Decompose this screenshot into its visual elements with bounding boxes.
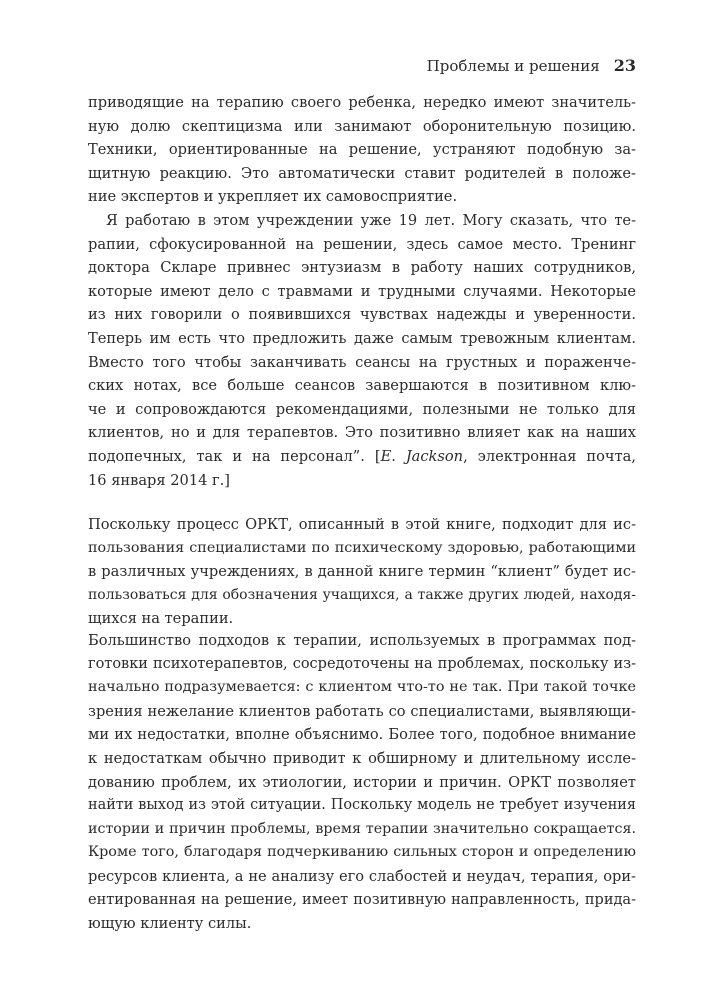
- text-line: клиентов, но и для терапевтов. Это позитивно влияет как на наших: [88, 424, 636, 442]
- text-line: че и сопровождаются рекомендациями, полезными не только для: [88, 400, 636, 418]
- citation-author: E. Jackson: [380, 447, 464, 465]
- citation-text-end: , электронная почта,: [463, 447, 636, 465]
- text-line: в различных учреждениях, в данной книге термин “клиент” будет ис-: [88, 563, 636, 581]
- text-line: щихся на терапии.: [88, 610, 234, 628]
- text-line: пользования специалистами по психическому здоровью, работающими: [88, 539, 636, 556]
- text-line: начально подразумевается: с клиентом что-то не так. При такой точке: [88, 679, 636, 696]
- text-line: ную долю скептицизма или занимают оборонительную позицию.: [88, 117, 636, 135]
- running-head: [88, 56, 636, 76]
- text-line: которые имеют дело с травмами и трудными случаями. Некоторые: [88, 282, 636, 300]
- paragraph-2: [88, 629, 636, 936]
- text-line: истории и причин проблемы, время терапии значительно сокращается.: [88, 820, 636, 837]
- paragraph-1: [88, 513, 636, 631]
- text-line: из них говорили о появившихся чувствах надежды и уверенности.: [88, 306, 636, 324]
- text-line: найти выход из этой ситуации. Поскольку модель не требует изучения: [88, 797, 636, 814]
- text-line: Я работаю в этом учреждении уже 19 лет. Могу сказать, что те-: [106, 211, 636, 229]
- text-line: Теперь им есть что предложить даже самым тревожным клиентам.: [88, 329, 636, 347]
- quote-block: [88, 91, 636, 492]
- text-line: Поскольку процесс ОРКТ, описанный в этой книге, подходит для ис-: [88, 516, 636, 533]
- text-line: ресурсов клиента, а не анализу его слабостей и неудач, терапия, ори-: [88, 867, 636, 885]
- citation-line: [88, 445, 636, 469]
- text-line: приводящие на терапию своего ребенка, нередко имеют значитель-: [88, 94, 636, 111]
- citation-text-start: подопечных, так и на персонал”. [: [88, 447, 381, 465]
- text-line: ющую клиенту силы.: [88, 915, 252, 933]
- text-line: доктора Скларе привнес энтузиазм в работу наших сотрудников,: [88, 259, 636, 277]
- text-line: зрения нежелание клиентов работать со специалистами, выявляющи-: [88, 702, 636, 720]
- text-line: готовки психотерапевтов, сосредоточены на проблемах, поскольку из-: [88, 655, 636, 672]
- text-line: ских нотах, все больше сеансов завершаются в позитивном клю-: [88, 377, 636, 395]
- text-line: дованию проблем, их этиологии, истории и причин. ОРКТ позволяет: [88, 773, 636, 791]
- text-line: ние экспертов и укрепляет их самовосприятие.: [88, 188, 458, 206]
- text-line: Большинство подходов к терапии, используемых в программах под-: [88, 632, 636, 649]
- text-line: рапии, сфокусированной на решении, здесь самое место. Тренинг: [88, 235, 636, 253]
- page-number: 23: [613, 56, 636, 75]
- text-line: к недостаткам обычно приводит к обширному и длительному иссле-: [88, 749, 636, 767]
- text-line: щитную реакцию. Это автоматически ставит родителей в положе-: [88, 164, 636, 182]
- running-head-title: Проблемы и решения: [426, 57, 600, 75]
- text-line: ми их недостатки, вполне объяснимо. Более того, подобное внимание: [88, 726, 636, 744]
- text-line: Вместо того чтобы заканчивать сеансы на грустных и пораженче-: [88, 353, 636, 371]
- citation-date-line: 16 января 2014 г.]: [88, 471, 231, 489]
- text-line: ентированная на решение, имеет позитивную направленность, прида-: [88, 891, 636, 908]
- text-line: Кроме того, благодаря подчеркиванию сильных сторон и определению: [88, 844, 636, 861]
- text-line: пользоваться для обозначения учащихся, а также других людей, находя-: [88, 586, 636, 603]
- text-line: Техники, ориентированные на решение, устраняют подобную за-: [88, 141, 636, 159]
